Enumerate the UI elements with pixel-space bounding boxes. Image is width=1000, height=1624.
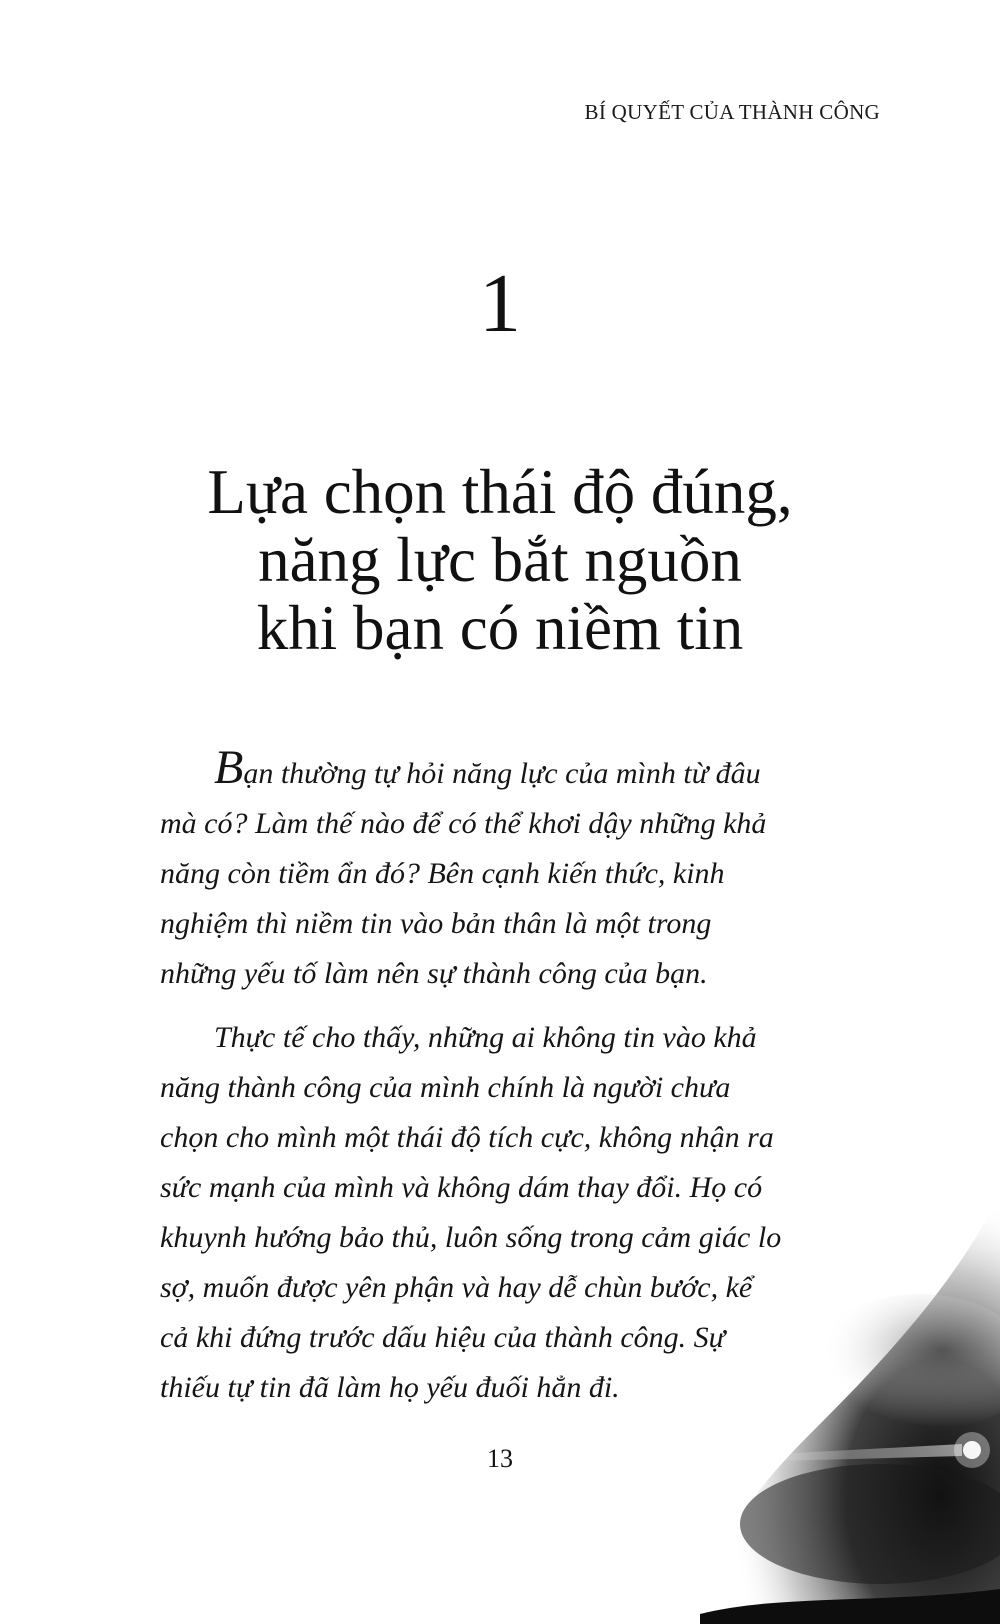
corner-photo [700, 1194, 1000, 1624]
paragraph-line [160, 741, 860, 799]
paragraph-line-text: ạn thường tự hỏi năng lực của mình từ đâu [243, 757, 761, 790]
chapter-number: 1 [479, 257, 521, 350]
paragraph-1 [160, 741, 860, 999]
chapter-title-line: năng lực bắt nguồn [258, 525, 742, 595]
paragraph-line: những yếu tố làm nên sự thành công của bạn. [160, 957, 708, 990]
paragraph-line: sức mạnh của mình và không dám thay đổi. Họ có [160, 1171, 763, 1204]
paragraph-line: năng thành công của mình chính là người chưa [160, 1071, 731, 1104]
running-header: BÍ QUYẾT CỦA THÀNH CÔNG [584, 100, 880, 124]
chapter-title-line: Lựa chọn thái độ đúng, [207, 457, 793, 527]
paragraph-line: thiếu tự tin đã làm họ yếu đuối hẳn đi. [160, 1371, 620, 1404]
chapter-title [100, 458, 900, 662]
paragraph-line: cả khi đứng trước dấu hiệu của thành công. Sự [160, 1321, 726, 1354]
paragraph-line: khuynh hướng bảo thủ, luôn sống trong cảm giác lo [160, 1221, 782, 1254]
page-number: 13 [487, 1444, 513, 1473]
paragraph-line: năng còn tiềm ẩn đó? Bên cạnh kiến thức, kinh [160, 857, 725, 890]
paragraph-line: mà có? Làm thế nào để có thể khơi dậy những khả [160, 807, 767, 840]
drop-cap: B [214, 741, 244, 794]
paragraph-line: nghiệm thì niềm tin vào bản thân là một trong [160, 907, 712, 940]
paragraph-line: sợ, muốn được yên phận và hay dễ chùn bước, kể [160, 1271, 753, 1304]
paragraph-line: chọn cho mình một thái độ tích cực, không nhận ra [160, 1121, 774, 1154]
paragraph-line: Thực tế cho thấy, những ai không tin vào khả [214, 1021, 757, 1054]
chapter-title-line: khi bạn có niềm tin [256, 593, 744, 663]
